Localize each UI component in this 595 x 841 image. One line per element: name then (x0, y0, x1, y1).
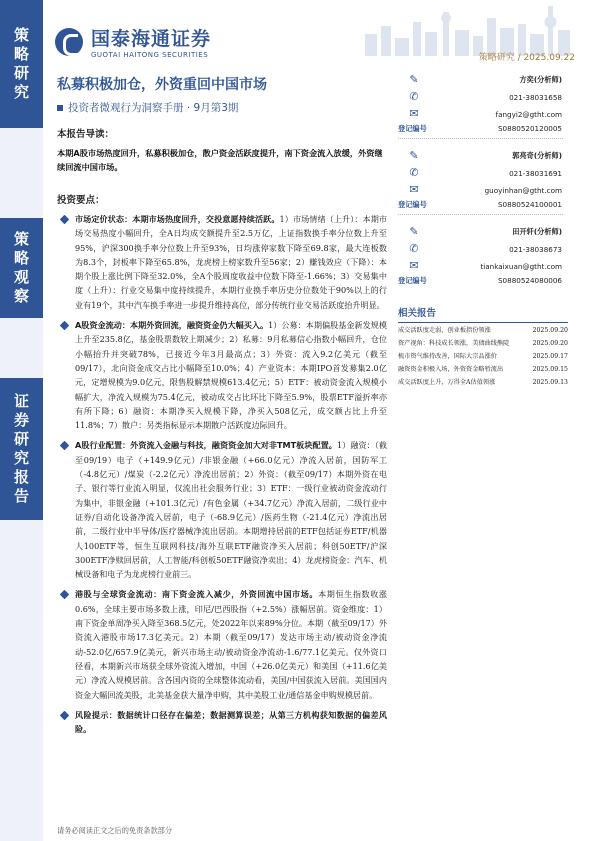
sidebar-label-securities-report: 证 券 研 究 报 告 (0, 378, 43, 520)
related-reports-title: 相关报告 (398, 305, 568, 323)
company-logo (55, 24, 211, 59)
analyst-phone: 021-38031658 (509, 93, 562, 102)
point-head: A股行业配置：外资流入金融与科技，融资资金加大对非TMT板块配置。 (75, 440, 337, 451)
related-report-item[interactable] (398, 378, 568, 388)
diamond-bullet-icon (60, 321, 70, 331)
analyst-name: 田开轩(分析师) (512, 227, 562, 236)
page-header (43, 0, 595, 66)
analyst-email: tiankaixuan@gtht.com (480, 262, 562, 271)
investment-point (57, 587, 387, 701)
sidebar-label-strategy-observation: 策 略 观 察 (0, 218, 43, 318)
report-subtitle (57, 100, 238, 115)
point-head: 港股与全球资金流动：南下资金流入减少，外资回流中国市场。 (75, 589, 319, 600)
analyst-cert: S0880524100001 (497, 200, 562, 209)
related-report-title[interactable]: 资产视角：科技成长领涨，美债曲线熊陡 (398, 340, 510, 347)
phone-icon: ✆ (409, 166, 419, 179)
related-report-date: 2025.09.15 (532, 366, 568, 373)
point-body: 本期恒生指数收涨0.6%，全球主要市场多数上涨，印尼/巴西股指（+2.5%）涨幅居前。资金维度：1）南下资金单周净买入降至368.5亿元，处2022年以来89%分位。本期（截至09/17）外资流入港股市场17.3亿美元。2）本期（截至09/17）发达市场主动/被动资金净流动-52.0亿/657.9亿美元，新兴市场主动/被动资金净流动-1.6/77.1亿美元。仅外资口径看，本期新兴市场获全球外资流入增加，中国（+26.0亿美元）和美国（+11.6亿美元）净流入规模居前。含各国内资的全球整体流动看，美国/中国获流入居前。美国国内资金大幅回流美股，北美基金获大量净申购，其中美股工业/通信基金申购规模居前。 (75, 589, 387, 700)
person-icon: ✎ (409, 225, 419, 238)
related-report-date: 2025.09.17 (532, 353, 568, 360)
diamond-bullet-icon (60, 590, 70, 600)
related-report-item[interactable] (398, 339, 568, 349)
person-icon: ✎ (409, 149, 419, 162)
investment-point (57, 318, 387, 432)
cert-label: 登记编号 (398, 200, 427, 209)
analyst-name: 郭亮奇(分析师) (512, 151, 562, 160)
related-report-item[interactable] (398, 326, 568, 336)
point-head: 市场定价状态：本期市场热度回升，交投意愿持续活跃。 (75, 214, 280, 224)
guide-text: 本期A股市场热度回升，私募积极加仓，散户资金活跃度提升，南下资金流入放缓，外资继续回流中国市场。 (57, 148, 383, 172)
point-body: 1）融资：（截至09/19）电子（+149.9亿元）/非银金融（+66.0亿元）净流入居前，国防军工（-4.8亿元）/煤炭（-2.2亿元）净流出居前；2）外资：（截至09/17）本期外资在电子、银行等行业流入明显，仅流出社会服务行业；3）ETF：一级行业被动资金流动行为集中，非银金融（+101.3亿元）/有色金属（+34.7亿元）净流入居前，二级行业中证券/自动化设备净流入居前，电子（-68.9亿元）/医药生物（-21.4亿元）净流出居前，二级行业中半导体/医疗器械净流出居前。本期增持居前的ETF包括证券ETF/机器人100ETF等，恒生互联网科技/海外互联ETF融资净买入居前；科创50ETF/沪深300ETF净赎回居前，人工智能/科创板50ETF融资净卖出；4）龙虎榜资金：汽车、机械设备和电子为龙虎榜行业前三。 (75, 440, 387, 580)
report-title: 私募积极加仓，外资重回中国市场 (57, 77, 267, 93)
phone-icon: ✆ (409, 90, 419, 103)
analyst-panel (398, 72, 568, 320)
left-sidebar (0, 0, 43, 841)
point-body: 1）市场情绪（上升）：本期市场交易热度小幅回升，全A日均成交额提升至2.5万亿，上证指数换手率分位数上升至95%，沪深300换手率分位数上升至93%，日均涨停家数下降至69.8家，最大连板数为8.3个，封板率下降至65.8%，龙虎榜上榜家数升至56家；2）赚钱效应（下降）：本期个股上涨比例下降至32.0%，全A个股周度收益中位数下降至-1.66%；3）交易集中度（上升）：行业交易集中度持续提升，本期行业换手率历史分位数处于90%以上的行业有19个，其中汽车换手率进一步提升维持高位，部分传统行业交易活跃度抬升明显。 (75, 214, 387, 310)
related-report-date: 2025.09.20 (532, 340, 568, 347)
disclaimer-footer: 请务必阅读正文之后的免责条款部分 (57, 826, 173, 835)
analyst-phone: 021-38038673 (509, 245, 562, 254)
related-report-item[interactable] (398, 365, 568, 375)
related-report-title[interactable]: 梳市资气维持改善，国际大宗品涨价 (398, 353, 497, 360)
related-reports (398, 305, 568, 388)
sidebar-background (0, 520, 43, 841)
analyst-cert: S0880520120005 (497, 124, 562, 133)
related-report-title[interactable]: 成交活跃度上升，万得全A估值领涨 (398, 379, 496, 386)
investment-point (57, 212, 387, 312)
point-head: 风险提示：数据统计口径存在偏差；数据测算误差；从第三方机构获知数据的偏差风险。 (75, 709, 387, 735)
report-category-date: 策略研究 / 2025.09.22 (478, 53, 575, 63)
related-report-item[interactable] (398, 352, 568, 362)
point-body: 1）公募：本期偏股基金新发规模上升至235.8亿，基金股票数较上期减少；2）私募：9月私募信心指数小幅回升，仓位小幅抬升并突破78%，已接近今年3月最高点；3）外资：流入9.2亿美元（截至09/17），北向资金成交占比小幅降至10.0%；4）产业资本：本期IPO首发募集2.0亿元，定增规模为9.0亿元，限售股解禁规模613.4亿元；5）ETF：被动资金流入规模小幅扩大，净流入规模为75.4亿元，被动成交占比环比下降至5.9%，股票ETF溢折率亦有所下降；6）融资：本期净买入规模下降，净买入508亿元，成交额占比上升至11.8%；7）散户：另类指标显示本期散户活跃度边际回升。 (75, 320, 387, 431)
analyst-cert: S0880524080006 (497, 276, 562, 285)
investment-point (57, 708, 387, 737)
guide-heading: 本报告导读： (57, 129, 115, 140)
person-icon: ✎ (409, 73, 419, 86)
related-report-title[interactable]: 成交活跃度走弱，创业板指份领涨 (398, 327, 491, 334)
analyst-phone: 021-38031691 (509, 169, 562, 178)
email-icon: ✉ (409, 183, 419, 196)
cert-label: 登记编号 (398, 276, 427, 285)
investment-point (57, 438, 387, 581)
subtitle-text: 投资者微观行为洞察手册 · 9月第3期 (68, 102, 239, 114)
diamond-bullet-icon (60, 711, 70, 721)
divider (398, 214, 563, 215)
main-content (57, 126, 387, 736)
divider (398, 138, 563, 139)
square-bullet-icon (57, 105, 63, 111)
phone-icon: ✆ (409, 242, 419, 255)
sidebar-background (0, 318, 43, 378)
logo-mark-icon (55, 28, 83, 56)
points-heading: 投资要点： (57, 195, 105, 206)
analyst-email: fangyi2@gtht.com (495, 110, 562, 119)
analyst-name: 方奕(分析师) (519, 75, 562, 84)
logo-english-name: GUOTAI HAITONG SECURITIES (91, 51, 209, 59)
sidebar-label-strategy-research: 策 略 研 究 (0, 0, 43, 128)
diamond-bullet-icon (60, 215, 70, 225)
related-report-date: 2025.09.13 (532, 379, 568, 386)
diamond-bullet-icon (60, 441, 70, 451)
logo-chinese-name: 国泰海通证券 (91, 28, 212, 50)
city-skyline-icon (355, 4, 585, 56)
email-icon: ✉ (409, 107, 419, 120)
email-icon: ✉ (409, 259, 419, 272)
point-head: A股资金流动：本期外资回流，融资资金仍大幅买入。 (75, 320, 269, 331)
cert-label: 登记编号 (398, 124, 427, 133)
related-report-date: 2025.09.20 (532, 327, 568, 334)
sidebar-background (0, 128, 43, 218)
analyst-email: guoyinhan@gtht.com (484, 186, 562, 195)
related-report-title[interactable]: 融资资金积极入场，外资资金略暂流出 (398, 366, 504, 373)
